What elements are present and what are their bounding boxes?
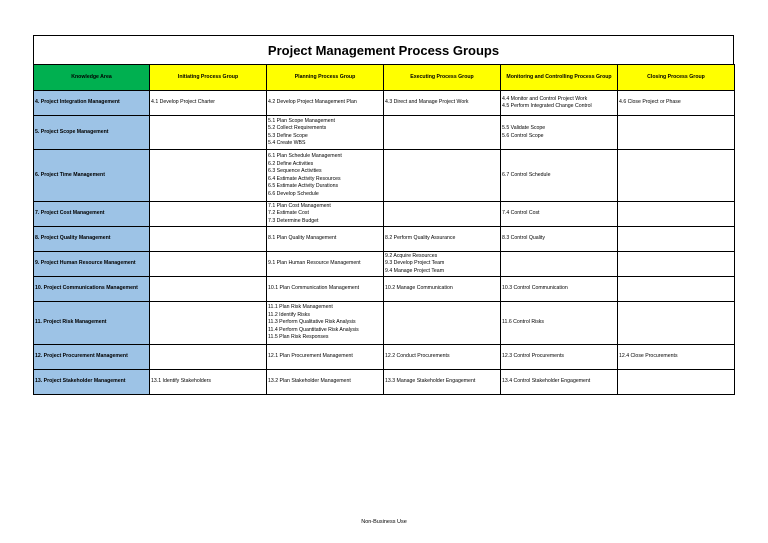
column-header-knowledge-area: Knowledge Area xyxy=(34,65,150,91)
executing-cell xyxy=(384,252,501,277)
monitoring-cell xyxy=(501,252,618,277)
process-item: 5.1 Plan Scope Management xyxy=(268,117,335,124)
planning-cell xyxy=(267,277,384,302)
planning-cell xyxy=(267,252,384,277)
process-item: 6.2 Define Activities xyxy=(268,160,314,167)
closing-cell xyxy=(618,345,735,370)
executing-cell xyxy=(384,150,501,202)
process-item: 5.3 Define Scope xyxy=(268,132,308,139)
closing-cell xyxy=(618,91,735,116)
process-item: 13.4 Control Stakeholder Engagement xyxy=(502,378,591,385)
closing-cell xyxy=(618,116,735,150)
knowledge-area-cell: 12. Project Procurement Management xyxy=(34,345,150,370)
process-item: 6.3 Sequence Activities xyxy=(268,168,322,174)
initiating-cell xyxy=(150,150,267,202)
initiating-cell xyxy=(150,302,267,345)
knowledge-area-cell: 8. Project Quality Management xyxy=(34,227,150,252)
column-header-monitoring: Monitoring and Controlling Process Group xyxy=(501,65,618,91)
process-item: 5.5 Validate Scope xyxy=(502,125,546,131)
process-item: 7.3 Determine Budget xyxy=(268,217,319,224)
planning-cell xyxy=(267,227,384,252)
process-item: 4.4 Monitor and Control Project Work xyxy=(502,95,588,102)
table-row xyxy=(34,227,735,252)
closing-cell xyxy=(618,277,735,302)
column-header-closing: Closing Process Group xyxy=(618,65,735,91)
monitoring-cell xyxy=(501,370,618,395)
process-item: 11.5 Plan Risk Responses xyxy=(268,334,329,341)
process-item: 6.4 Estimate Activity Resources xyxy=(268,175,341,182)
page-title: Project Management Process Groups xyxy=(33,35,734,64)
closing-cell xyxy=(618,370,735,395)
knowledge-area-cell: 10. Project Communications Management xyxy=(34,277,150,302)
initiating-cell xyxy=(150,277,267,302)
initiating-cell xyxy=(150,370,267,395)
process-item: 4.1 Develop Project Charter xyxy=(151,99,216,106)
planning-cell xyxy=(267,302,384,345)
process-item: 12.1 Plan Procurement Management xyxy=(268,353,353,360)
planning-cell xyxy=(267,202,384,227)
planning-cell xyxy=(267,150,384,202)
executing-cell xyxy=(384,302,501,345)
process-groups-sheet xyxy=(33,35,734,395)
table-row xyxy=(34,370,735,395)
process-item: 8.3 Control Quality xyxy=(502,235,545,242)
process-groups-table xyxy=(33,64,735,395)
process-item: 6.7 Control Schedule xyxy=(502,171,551,178)
knowledge-area-cell: 7. Project Cost Management xyxy=(34,202,150,227)
process-item: 11.6 Control Risks xyxy=(502,319,544,326)
column-header-executing: Executing Process Group xyxy=(384,65,501,91)
table-row xyxy=(34,277,735,302)
process-item: 11.2 Identify Risks xyxy=(268,311,310,318)
process-item: 9.2 Acquire Resources xyxy=(385,252,438,259)
process-item: 11.4 Perform Quantitative Risk Analysis xyxy=(268,326,359,333)
monitoring-cell xyxy=(501,116,618,150)
process-item: 7.4 Control Cost xyxy=(502,210,540,217)
footer-label: Non-Business Use xyxy=(361,519,407,525)
initiating-cell xyxy=(150,252,267,277)
executing-cell xyxy=(384,227,501,252)
planning-cell xyxy=(267,116,384,150)
initiating-cell xyxy=(150,202,267,227)
closing-cell xyxy=(618,227,735,252)
process-item: 4.5 Perform Integrated Change Control xyxy=(502,103,592,109)
table-row xyxy=(34,202,735,227)
monitoring-cell xyxy=(501,302,618,345)
knowledge-area-cell: 9. Project Human Resource Management xyxy=(34,252,150,277)
process-item: 7.2 Estimate Cost xyxy=(268,210,309,217)
process-item: 9.1 Plan Human Resource Management xyxy=(268,260,361,267)
monitoring-cell xyxy=(501,202,618,227)
process-item: 8.2 Perform Quality Assurance xyxy=(385,235,456,242)
process-item: 6.1 Plan Schedule Management xyxy=(268,153,342,159)
process-item: 13.3 Manage Stakeholder Engagement xyxy=(385,378,476,385)
initiating-cell xyxy=(150,91,267,116)
closing-cell xyxy=(618,302,735,345)
monitoring-cell xyxy=(501,91,618,116)
process-item: 6.6 Develop Schedule xyxy=(268,190,319,197)
table-row xyxy=(34,116,735,150)
process-item: 10.3 Control Communication xyxy=(502,285,568,292)
knowledge-area-cell: 5. Project Scope Management xyxy=(34,116,150,150)
process-item: 4.2 Develop Project Management Plan xyxy=(268,99,357,106)
executing-cell xyxy=(384,202,501,227)
planning-cell xyxy=(267,345,384,370)
process-item: 13.2 Plan Stakeholder Management xyxy=(268,378,351,385)
process-item: 7.1 Plan Cost Management xyxy=(268,202,331,209)
executing-cell xyxy=(384,345,501,370)
planning-cell xyxy=(267,370,384,395)
process-item: 12.4 Close Procurements xyxy=(619,353,678,360)
table-row xyxy=(34,302,735,345)
process-item: 8.1 Plan Quality Management xyxy=(268,235,337,242)
knowledge-area-cell: 6. Project Time Management xyxy=(34,150,150,202)
process-item: 13.1 Identify Stakeholders xyxy=(151,378,211,385)
knowledge-area-cell: 11. Project Risk Management xyxy=(34,302,150,345)
process-item: 9.3 Develop Project Team xyxy=(385,260,445,267)
process-item: 10.2 Manage Communication xyxy=(385,285,453,292)
process-item: 6.5 Estimate Activity Durations xyxy=(268,183,339,189)
initiating-cell xyxy=(150,227,267,252)
process-item: 11.3 Perform Qualitative Risk Analysis xyxy=(268,319,356,326)
table-row xyxy=(34,345,735,370)
closing-cell xyxy=(618,252,735,277)
process-item: 5.6 Control Scope xyxy=(502,132,544,139)
column-header-initiating: Initiating Process Group xyxy=(150,65,267,91)
monitoring-cell xyxy=(501,345,618,370)
initiating-cell xyxy=(150,116,267,150)
process-item: 11.1 Plan Risk Management xyxy=(268,304,333,311)
executing-cell xyxy=(384,277,501,302)
closing-cell xyxy=(618,202,735,227)
executing-cell xyxy=(384,91,501,116)
process-item: 12.2 Conduct Procurements xyxy=(385,353,450,360)
closing-cell xyxy=(618,150,735,202)
process-item: 4.3 Direct and Manage Project Work xyxy=(385,99,469,106)
knowledge-area-cell: 4. Project Integration Management xyxy=(34,91,150,116)
monitoring-cell xyxy=(501,150,618,202)
planning-cell xyxy=(267,91,384,116)
table-body xyxy=(34,91,735,395)
executing-cell xyxy=(384,116,501,150)
process-item: 10.1 Plan Communication Management xyxy=(268,285,360,292)
table-row xyxy=(34,150,735,202)
executing-cell xyxy=(384,370,501,395)
process-item: 5.4 Create WBS xyxy=(268,140,306,146)
monitoring-cell xyxy=(501,277,618,302)
process-item: 9.4 Manage Project Team xyxy=(385,267,445,274)
column-header-planning: Planning Process Group xyxy=(267,65,384,91)
knowledge-area-cell: 13. Project Stakeholder Management xyxy=(34,370,150,395)
table-row xyxy=(34,252,735,277)
table-row xyxy=(34,91,735,116)
header-row xyxy=(34,65,735,91)
monitoring-cell xyxy=(501,227,618,252)
process-item: 12.3 Control Procurements xyxy=(502,353,564,360)
process-item: 5.2 Collect Requirements xyxy=(268,125,327,131)
initiating-cell xyxy=(150,345,267,370)
process-item: 4.6 Close Project or Phase xyxy=(619,99,681,106)
